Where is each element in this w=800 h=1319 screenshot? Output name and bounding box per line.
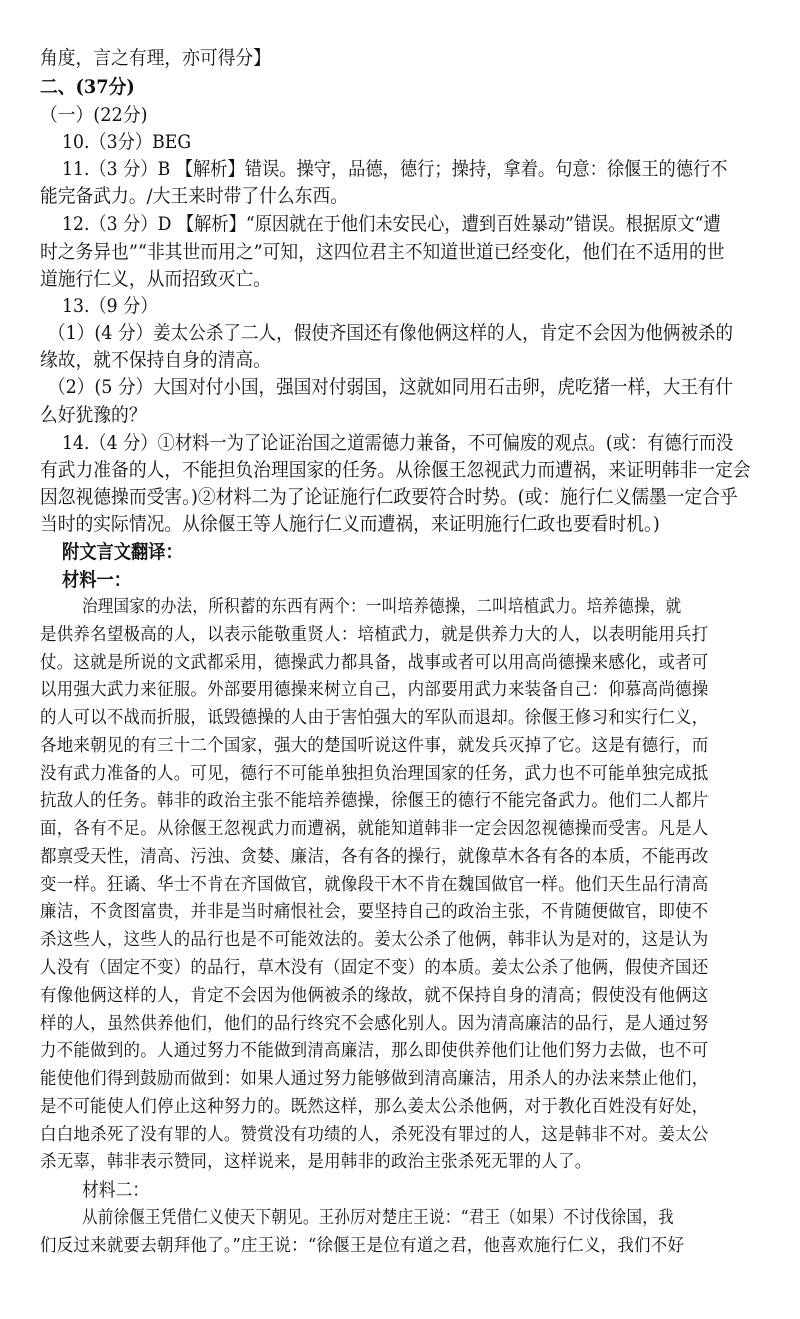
answer-line: 当时的实际情况。从徐偃王等人施行仁义而遭祸，来证明施行仁政也要看时机。) xyxy=(40,513,660,535)
translation-line: 都禀受天性，清高、污浊、贪婪、廉洁，各有各的操行，就像草木各有各的本质，不能再改 xyxy=(40,847,709,867)
answer-line: 因忽视德操而受害。)②材料二为了论证施行仁政要符合时势。(或：施行仁义儒墨一定合乎 xyxy=(40,486,738,508)
material-one-heading: 材料一： xyxy=(62,569,131,591)
translation-line: 白白地杀死了没有罪的人。赞赏没有功绩的人，杀死没有罪过的人，这是韩非不对。姜太公 xyxy=(40,1125,709,1145)
translation-line: 抗敌人的任务。韩非的政治主张不能培养德操，徐偃王的德行不能完备武力。他们二人都片 xyxy=(40,791,709,811)
translation-line: 是供养名望极高的人，以表示能敬重贤人：培植武力，就是供养力大的人，以表明能用兵打 xyxy=(40,625,709,645)
translation-heading: 附文言文翻译： xyxy=(62,541,183,563)
translation-line: 从前徐偃王凭借仁义使天下朝见。王孙厉对楚庄王说：“君王（如果）不讨伐徐国，我 xyxy=(82,1208,674,1228)
answer-line: 时之务异也”“非其世而用之”可知，这四位君主不知道世道已经变化，他们在不适用的世 xyxy=(40,241,725,263)
translation-line: 杀这些人，这些人的品行也是不可能效法的。姜太公杀了他俩，韩非认为是对的，这是认为 xyxy=(40,930,709,950)
answer-line: 道施行仁义，从而招致灭亡。 xyxy=(40,268,271,290)
answer-line: 缘故，就不保持自身的清高。 xyxy=(40,349,271,371)
answer-line: （2）(5 分）大国对付小国，强国对付弱国，这就如同用石击卵，虎吃猪一样，大王有什 xyxy=(48,376,734,398)
translation-line: 以用强大武力来征服。外部要用德操来树立自己，内部要用武力来装备自己：仰慕高尚德操 xyxy=(40,680,709,700)
translation-line: 人没有（固定不变）的品行，草木没有（固定不变）的本质。姜太公杀了他俩，假使齐国还 xyxy=(40,958,709,978)
translation-line: 各地来朝见的有三十二个国家，强大的楚国听说这件事，就发兵灭掉了它。这是有德行，而 xyxy=(40,736,709,756)
translation-line: 们反过来就要去朝拜他了。”庄王说：“徐偃王是位有道之君，他喜欢施行仁义，我们不好 xyxy=(40,1236,685,1256)
answer-line: 13.（9 分） xyxy=(62,295,158,317)
translation-line: 仗。这就是所说的文武都采用，德操武力都具备，战事或者可以用高尚德操来感化，或者可 xyxy=(40,653,709,673)
answer-line: 14.（4 分）①材料一为了论证治国之道需德力兼备，不可偏废的观点。(或：有德行而没 xyxy=(62,432,734,454)
subsection-heading: （一）(22分) xyxy=(40,104,148,126)
answer-line: 10.（3分）BEG xyxy=(62,131,192,153)
translation-line: 变一样。狂谲、华士不肯在齐国做官，就像段干木不肯在魏国做官一样。他们天生品行清高 xyxy=(40,875,709,895)
translation-line: 能使他们得到鼓励而做到：如果人通过努力能够做到清高廉洁，用杀人的办法来禁止他们， xyxy=(40,1069,709,1089)
section-heading: 二、(37分) xyxy=(40,76,135,98)
translation-line: 的人可以不战而折服，诋毁德操的人由于害怕强大的军队而退却。徐偃王修习和实行仁义， xyxy=(40,708,709,728)
text-line: 角度，言之有理，亦可得分】 xyxy=(40,47,271,69)
translation-line: 有像他俩这样的人，肯定不会因为他俩被杀的缘故，就不保持自身的清高；假使没有他俩这 xyxy=(40,986,709,1006)
translation-line: 廉洁，不贪图富贵，并非是当时痛恨社会，要坚持自己的政治主张，不肯随便做官，即使不 xyxy=(40,902,709,922)
translation-line: 没有武力准备的人。可见，德行不可能单独担负治理国家的任务，武力也不可能单独完成抵 xyxy=(40,764,709,784)
translation-line: 样的人，虽然供养他们，他们的品行终究不会感化别人。因为清高廉洁的品行，是人通过努 xyxy=(40,1014,709,1034)
translation-line: 杀无辜，韩非表示赞同，这样说来，是用韩非的政治主张杀死无罪的人了。 xyxy=(40,1152,592,1172)
answer-line: 能完备武力。/大王来时带了什么东西。 xyxy=(40,185,348,207)
answer-line: 有武力准备的人，不能担负治理国家的任务。从徐偃王忽视武力而遭祸，来证明韩非一定会 xyxy=(40,459,751,481)
material-two-heading: 材料二： xyxy=(82,1179,150,1201)
answer-line: （1）(4 分）姜太公杀了二人，假使齐国还有像他俩这样的人，肯定不会因为他俩被杀的 xyxy=(48,322,734,344)
translation-line: 治理国家的办法，所积蓄的东西有两个：一叫培养德操，二叫培植武力。培养德操，就 xyxy=(82,597,682,617)
translation-line: 力不能做到的。人通过努力不能做到清高廉洁，那么即使供养他们让他们努力去做，也不可 xyxy=(40,1041,709,1061)
answer-line: 11.（3 分）B 【解析】错误。操守，品德，德行；操持，拿着。句意：徐偃王的德行不 xyxy=(62,158,728,180)
answer-line: 12.（3 分）D 【解析】“原因就在于他们未安民心，遭到百姓暴动”错误。根据原文“遭 xyxy=(62,213,721,235)
translation-line: 是不可能使人们停止这种努力的。既然这样，那么姜太公杀他俩，对于教化百姓没有好处， xyxy=(40,1097,709,1117)
answer-line: 么好犹豫的？ xyxy=(40,404,147,426)
translation-line: 面，各有不足。从徐偃王忽视武力而遭祸，就能知道韩非一定会因忽视德操而受害。凡是人 xyxy=(40,819,709,839)
